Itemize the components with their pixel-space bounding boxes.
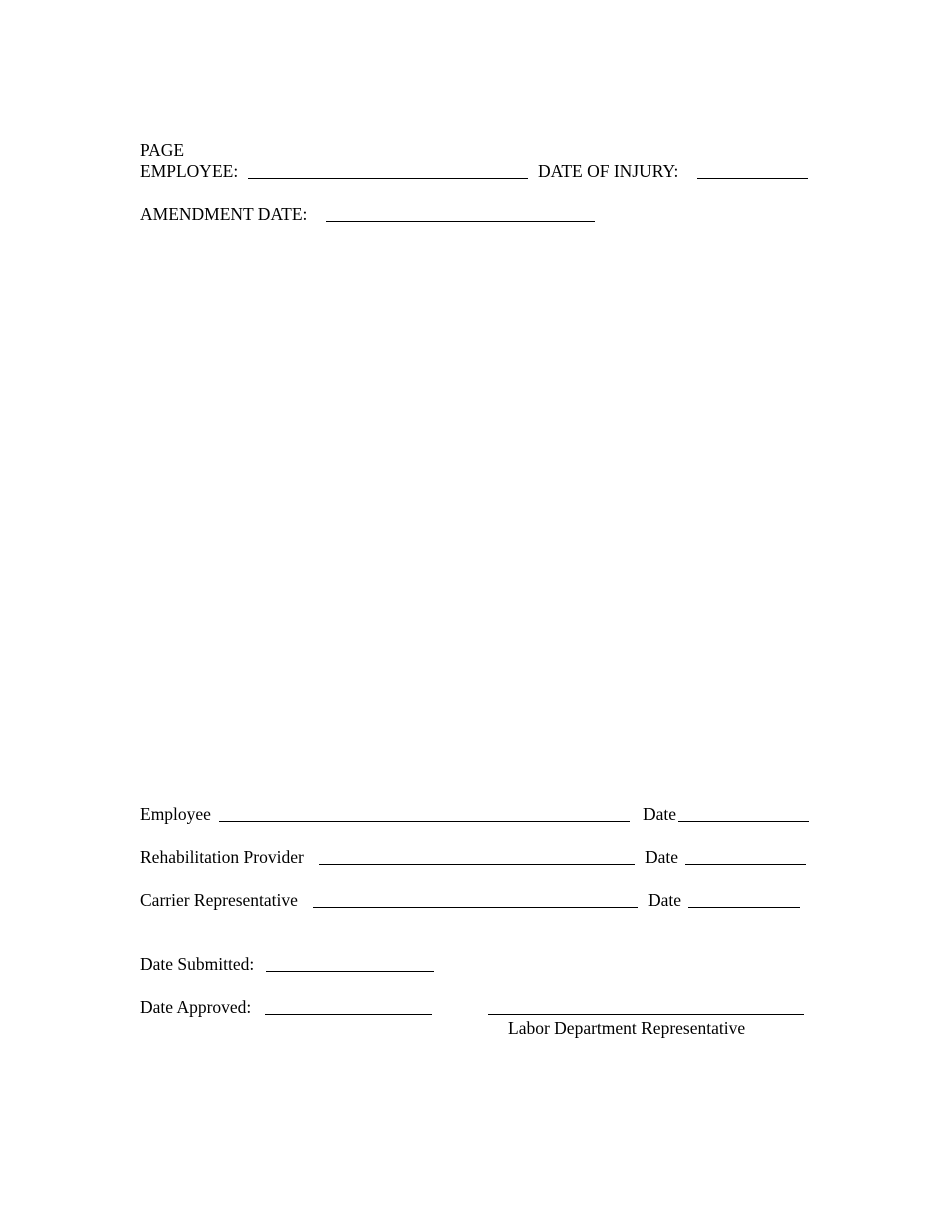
provider-date-field[interactable] [685, 864, 806, 865]
carrier-date-field[interactable] [688, 907, 800, 908]
employee-header-label: EMPLOYEE: [140, 161, 239, 181]
date-approved-label: Date Approved: [140, 997, 252, 1017]
employee-date-field[interactable] [678, 821, 809, 822]
page-label: PAGE [140, 140, 185, 160]
labor-rep-label: Labor Department Representative [508, 1018, 746, 1038]
provider-signature-field[interactable] [319, 864, 635, 865]
amendment-date-label: AMENDMENT DATE: [140, 204, 308, 224]
provider-signature-label: Rehabilitation Provider [140, 847, 304, 867]
employee-signature-field[interactable] [219, 821, 630, 822]
employee-signature-label: Employee [140, 804, 211, 824]
date-of-injury-label: DATE OF INJURY: [538, 161, 679, 181]
employee-date-label: Date [643, 804, 677, 824]
labor-rep-signature-field[interactable] [488, 1014, 804, 1015]
provider-date-label: Date [645, 847, 679, 867]
date-of-injury-field[interactable] [697, 178, 808, 179]
carrier-signature-label: Carrier Representative [140, 890, 298, 910]
carrier-signature-field[interactable] [313, 907, 638, 908]
amendment-date-field[interactable] [326, 221, 595, 222]
plan-body-area[interactable] [140, 240, 810, 790]
carrier-date-label: Date [648, 890, 682, 910]
date-submitted-field[interactable] [266, 971, 434, 972]
date-submitted-label: Date Submitted: [140, 954, 255, 974]
date-approved-field[interactable] [265, 1014, 432, 1015]
employee-header-field[interactable] [248, 178, 528, 179]
